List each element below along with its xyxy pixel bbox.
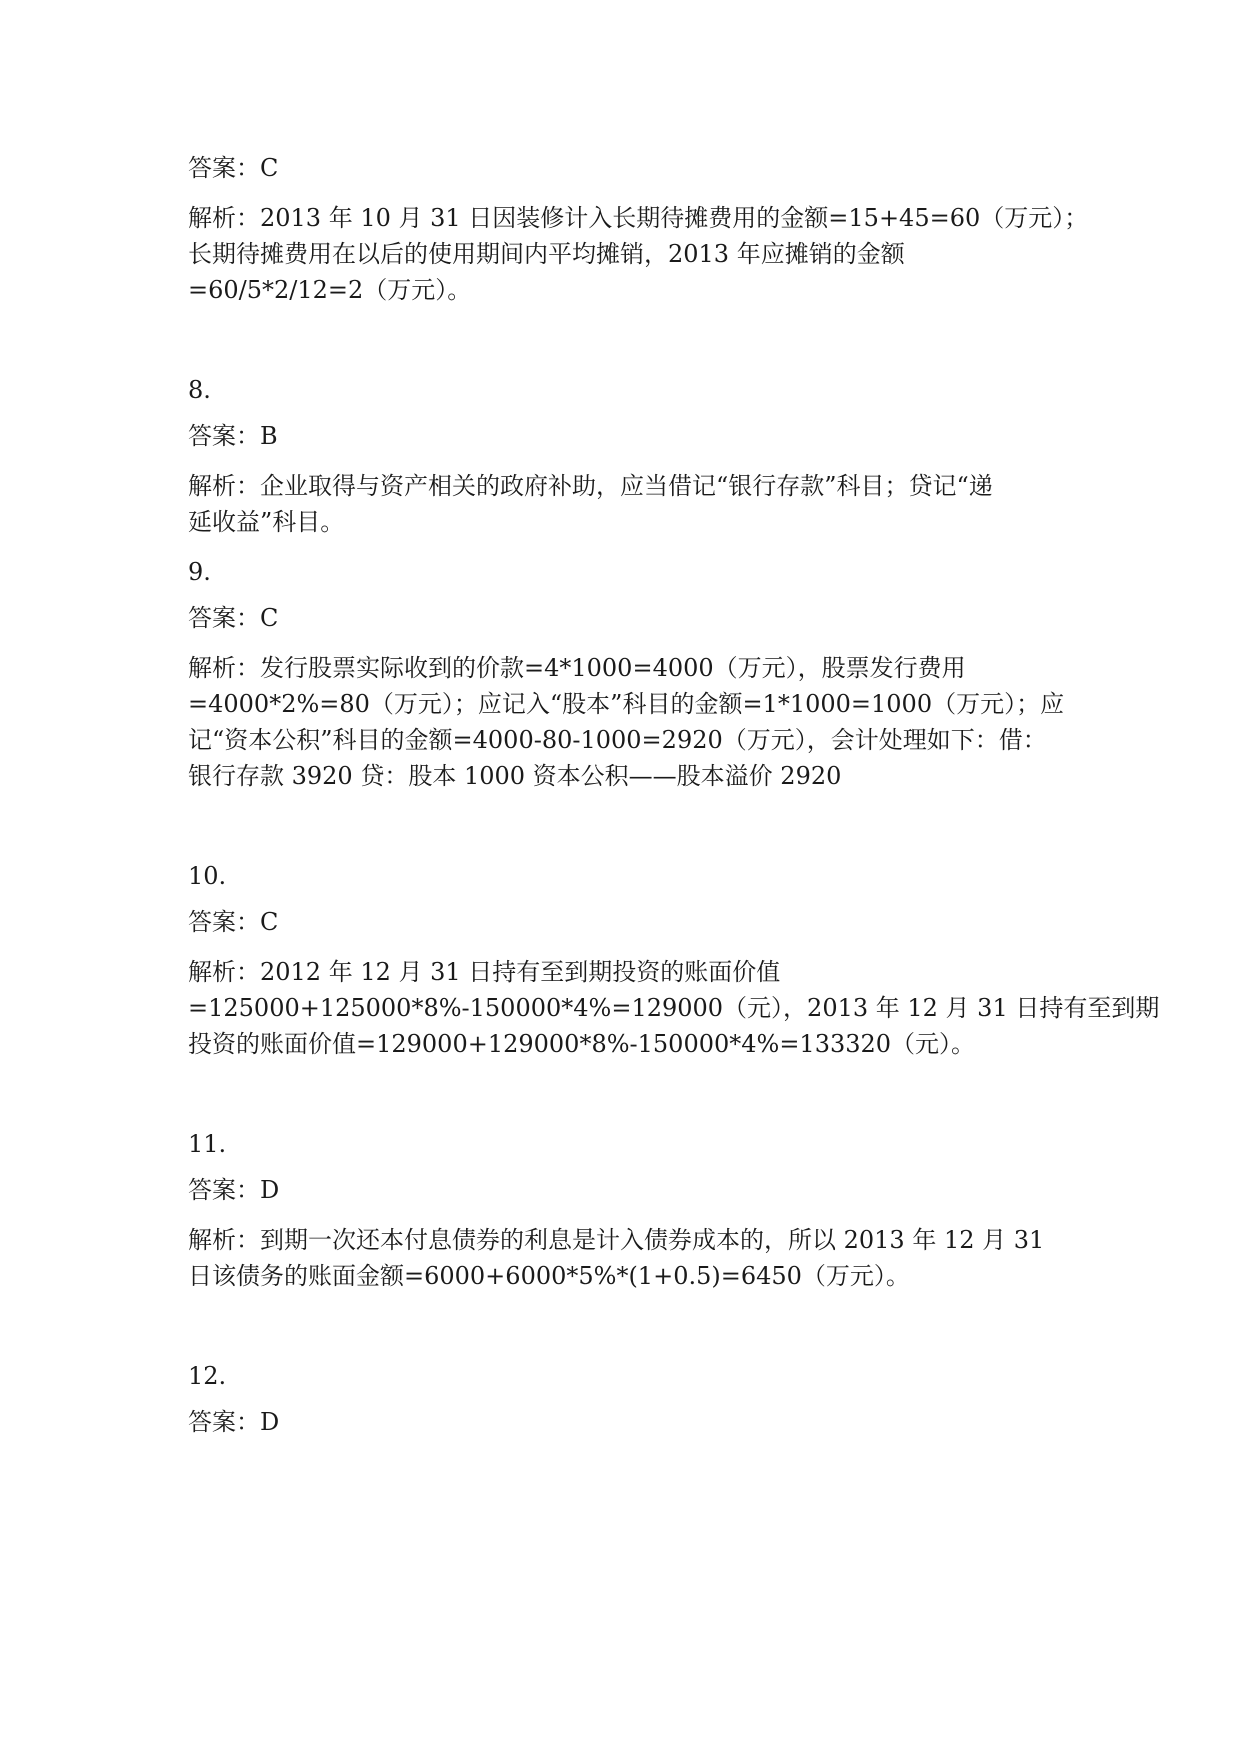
spacer (188, 1062, 1068, 1126)
question-item-10 (188, 858, 1160, 1062)
analysis-line: 解析：到期一次还本付息债券的利息是计入债券成本的，所以 2013 年 12 月 31 (188, 1226, 1045, 1254)
analysis-line: 解析：2013 年 10 月 31 日因装修计入长期待摊费用的金额=15+45=60（万元）； (188, 204, 1089, 232)
answer-line: 答案：C (188, 604, 279, 632)
question-item-8 (188, 372, 1068, 540)
analysis-line: 记“资本公积”科目的金额=4000-80-1000=2920（万元），会计处理如下：借： (188, 726, 1047, 754)
analysis-line: =4000*2%=80（万元）；应记入“股本”科目的金额=1*1000=1000（万元）；应 (188, 690, 1065, 718)
analysis-line: 解析：发行股票实际收到的价款=4*1000=4000（万元），股票发行费用 (188, 654, 966, 682)
answer-line: 答案：C (188, 908, 279, 936)
question-number: 9. (188, 558, 211, 586)
question-item-7 (188, 150, 1089, 308)
spacer (188, 308, 1068, 372)
analysis-line: 延收益”科目。 (188, 508, 345, 536)
answer-line: 答案：C (188, 154, 279, 182)
document-page (188, 150, 1160, 1454)
answer-line: 答案：D (188, 1408, 280, 1436)
question-item-9 (188, 554, 1068, 794)
answer-line: 答案：D (188, 1176, 280, 1204)
analysis-line: 长期待摊费用在以后的使用期间内平均摊销，2013 年应摊销的金额 (188, 240, 905, 268)
spacer (188, 794, 1068, 858)
analysis-line: 解析：2012 年 12 月 31 日持有至到期投资的账面价值 (188, 958, 781, 986)
analysis-line: 日该债务的账面金额=6000+6000*5%*(1+0.5)=6450（万元）。 (188, 1262, 910, 1290)
question-item-11 (188, 1126, 1068, 1294)
question-item-12 (188, 1358, 1068, 1440)
analysis-line: 投资的账面价值=129000+129000*8%-150000*4%=133320（元）。 (188, 1030, 976, 1058)
analysis-line: =125000+125000*8%-150000*4%=129000（元），2013 年 12 月 31 日持有至到期 (188, 994, 1160, 1022)
analysis-line: =60/5*2/12=2（万元）。 (188, 276, 472, 304)
question-number: 8. (188, 376, 211, 404)
question-number: 12. (188, 1362, 227, 1390)
spacer (188, 540, 1068, 554)
analysis-line: 解析：企业取得与资产相关的政府补助，应当借记“银行存款”科目；贷记“递 (188, 472, 993, 500)
answer-line: 答案：B (188, 422, 278, 450)
question-number: 11. (188, 1130, 227, 1158)
question-number: 10. (188, 862, 227, 890)
analysis-line: 银行存款 3920 贷：股本 1000 资本公积——股本溢价 2920 (188, 762, 842, 790)
spacer (188, 1294, 1068, 1358)
